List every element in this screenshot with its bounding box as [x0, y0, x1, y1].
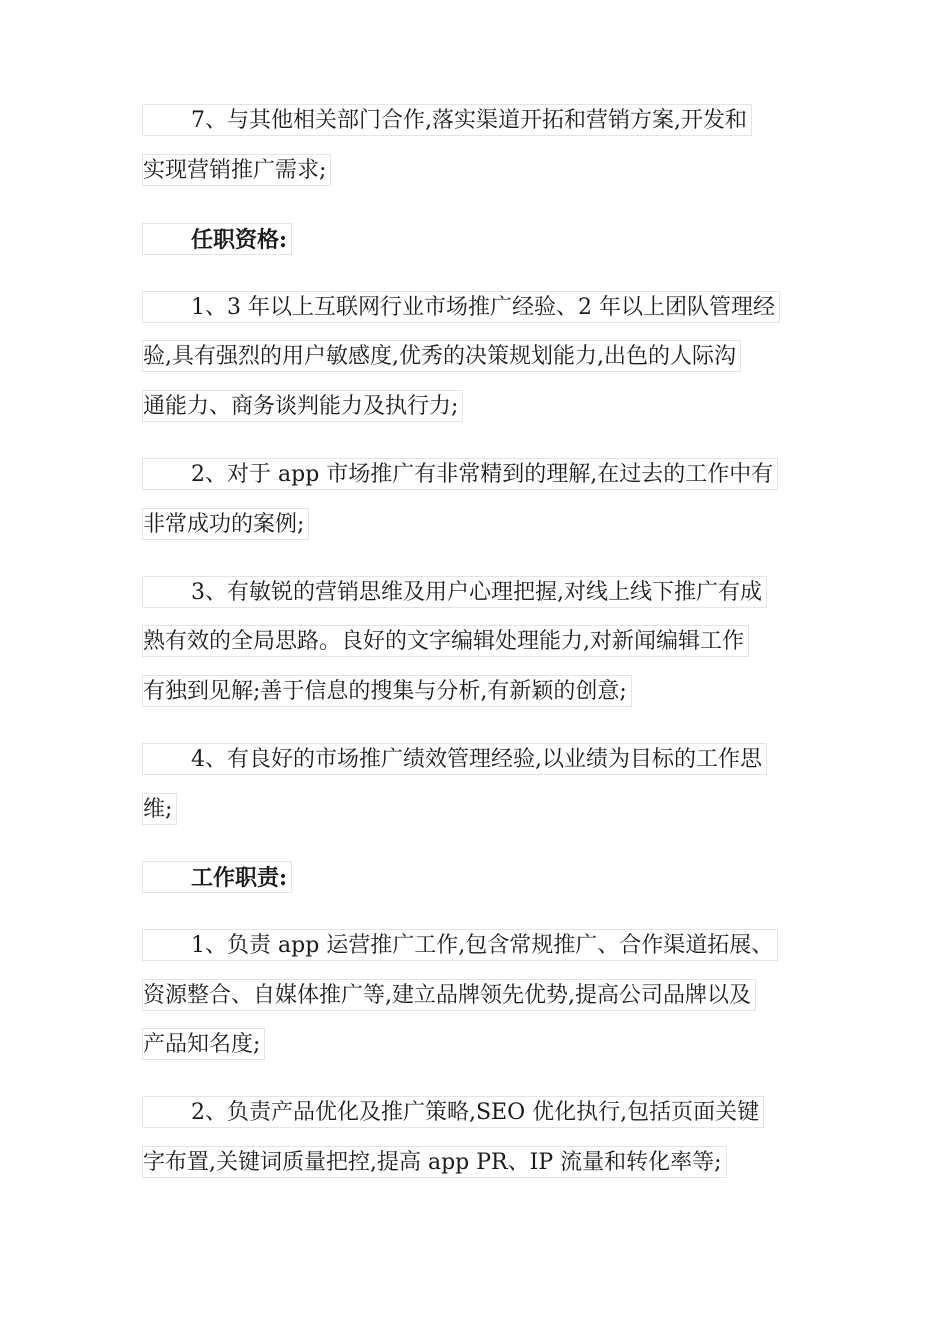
responsibility-1-line-2: 资源整合、自媒体推广等,建立品牌领先优势,提高公司品牌以及	[142, 979, 756, 1011]
responsibility-2-line-1: 2、负责产品优化及推广策略,SEO 优化执行,包括页面关键	[142, 1096, 764, 1128]
paragraph-7-line-1: 7、与其他相关部门合作,落实渠道开拓和营销方案,开发和	[142, 104, 752, 136]
section-heading-responsibilities: 工作职责:	[142, 861, 292, 893]
qualification-2-line-1: 2、对于 app 市场推广有非常精到的理解,在过去的工作中有	[142, 458, 778, 490]
qualification-4-line-1: 4、有良好的市场推广绩效管理经验,以业绩为目标的工作思	[142, 743, 767, 775]
qualification-3-line-2: 熟有效的全局思路。良好的文字编辑处理能力,对新闻编辑工作	[142, 625, 749, 657]
paragraph-7-line-2: 实现营销推广需求;	[142, 154, 331, 186]
qualification-3-line-3: 有独到见解;善于信息的搜集与分析,有新颖的创意;	[142, 675, 632, 707]
qualification-1-line-2: 验,具有强烈的用户敏感度,优秀的决策规划能力,出色的人际沟	[142, 340, 741, 372]
responsibility-2-line-2: 字布置,关键词质量把控,提高 app PR、IP 流量和转化率等;	[142, 1146, 727, 1178]
qualification-1-line-1: 1、3 年以上互联网行业市场推广经验、2 年以上团队管理经	[142, 291, 780, 323]
qualification-3-line-1: 3、有敏锐的营销思维及用户心理把握,对线上线下推广有成	[142, 576, 767, 608]
section-heading-qualifications: 任职资格:	[142, 223, 292, 255]
qualification-2-line-2: 非常成功的案例;	[142, 508, 309, 540]
responsibility-1-line-3: 产品知名度;	[142, 1028, 265, 1060]
responsibility-1-line-1: 1、负责 app 运营推广工作,包含常规推广、合作渠道拓展、	[142, 929, 778, 961]
qualification-1-line-3: 通能力、商务谈判能力及执行力;	[142, 390, 463, 422]
qualification-4-line-2: 维;	[142, 793, 177, 825]
